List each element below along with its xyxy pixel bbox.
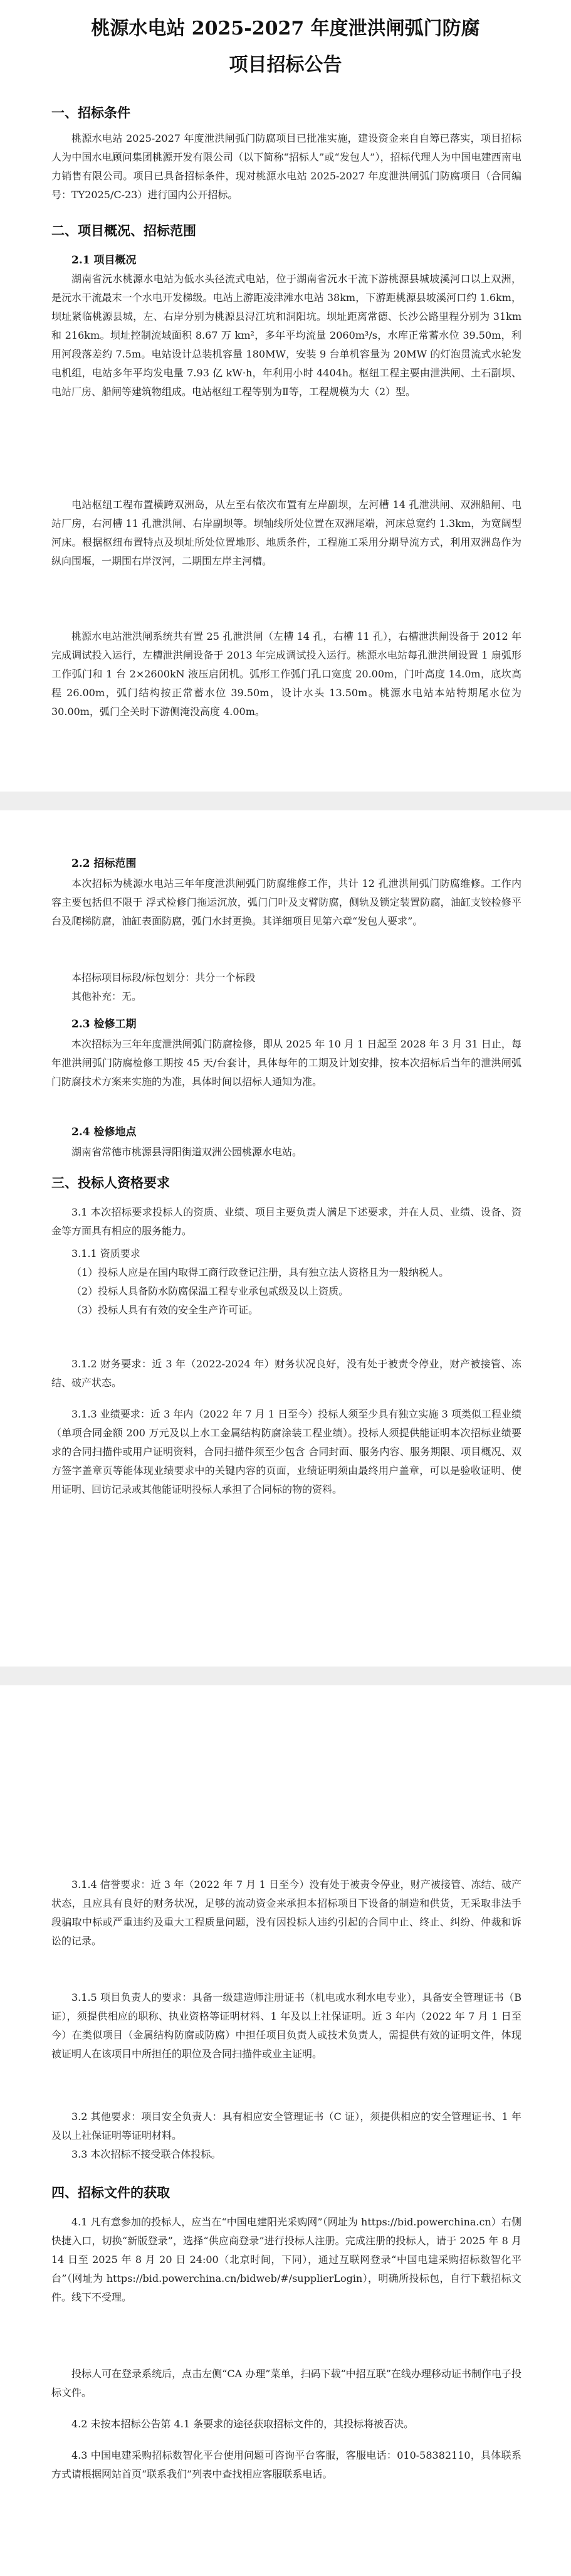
section-heading: 三、投标人资格要求 [51, 1175, 170, 1190]
paragraph: 桃源水电站泄洪闸系统共有置 25 孔泄洪闸（左槽 14 孔，右槽 11 孔），右槽泄洪闸设备于 2012 年完成调试投入运行，左槽泄洪闸设备于 2013 年完成调试投入运行。桃源水电站每孔泄洪闸设置 1 扇弧形工作弧门和 1 台 2×2600kN 液压启闭机。弧形工作弧门孔口宽度 20.00m，门叶高度 14.0m，底坎高程 26.00m，弧门结构按正常蓄水位 39.50m，设计水头 13.50m。桃源水电站本站特期尾水位为 30.00m，弧门全关时下游侧淹没高度 4.00m。 [51, 630, 521, 718]
section-heading: 二、项目概况、招标范围 [51, 223, 196, 238]
paragraph: 桃源水电站 2025-2027 年度泄洪闸弧门防腐项目已批准实施，建设资金来自自筹已落实，项目招标人为中国水电顾问集团桃源开发有限公司（以下简称“招标人”或“发包人”），招标代理人为中国电建西南电力销售有限公司。项目已具备招标条件，现对桃源水电站 2025-2027 年度泄洪闸弧门防腐项目（合同编号：TY2025/C-23）进行国内公开招标。 [51, 132, 521, 201]
paragraph: 本次招标为桃源水电站三年年度泄洪闸弧门防腐维修工作，共计 12 孔泄洪闸弧门防腐维修。工作内容主要包括但不限于 浮式检修门拖运沉放，弧门门叶及支臂防腐，侧轨及锁定装置防腐，油缸支铰检修平台及爬梯防腐，油缸表面防腐，弧门水封更换。其详细项目见第六章“发包人要求”。 [51, 877, 521, 927]
paragraph: 电站枢纽工程布置横跨双洲岛，从左至右依次布置有左岸副坝，左河槽 14 孔泄洪闸、双洲船闸、电站厂房，右河槽 11 孔泄洪闸、右岸副坝等。坝轴线所处位置在双洲尾端，河床总宽约 1.3km，为宽阔型河床。根据枢纽布置特点及坝址所处位置地形、地质条件，工程施工采用分期导流方式，利用双洲岛作为纵向围堰，一期围右岸汊河，二期围左岸主河槽。 [51, 499, 521, 567]
paragraph: 3.1 本次招标要求投标人的资质、业绩、项目主要负责人满足下述要求，并在人员、业绩、设备、资金等方面具有相应的服务能力。 [51, 1206, 521, 1237]
paragraph: 3.1.3 业绩要求：近 3 年内（2022 年 7 月 1 日至今）投标人须至少具有独立实施 3 项类似工程业绩（单项合同金额 200 万元及以上水工金属结构防腐涂装工程业绩）。投标人须提供能证明本次招标业绩要求的合同扫描件或用户证明资料，合同扫描件须至少包含 合同封面、服务内容、服务期限、项目概况、双方签字盖章页等能体现业绩要求中的关键内容的页面，业绩证明须由最终用户盖章，可以是验收证明、使用证明、回访记录或其他能证明投标人承担了合同标的物的资料。 [51, 1408, 521, 1495]
paragraph: 本招标项目标段/标包划分：共分一个标段 [71, 972, 256, 983]
paragraph: 4.3 中国电建采购招标数智化平台使用问题可咨询平台客服，客服电话：010-58382110，具体联系方式请根据网站首页“联系我们”列表中查找相应客服联系电话。 [51, 2449, 521, 2480]
paragraph: （2）投标人具备防水防腐保温工程专业承包贰级及以上资质。 [71, 1285, 349, 1297]
paragraph: 湖南省沅水桃源水电站为低水头径流式电站，位于湖南省沅水干流下游桃源县城坡溪河口以上双洲，是沅水干流最末一个水电开发梯级。电站上游距凌津滩水电站 38km，下游距桃源县坡溪河口约 1.6km，坝址紧临桃源县城，左、右岸分别为桃源县浔江坑和洞阳坑。坝址距离常德、长沙公路里程分别为 31km 和 216km。坝址控制流域面积 8.67 万 km²，多年平均流量 2060m³/s，水库正常蓄水位 39.50m，利用河段落差约 7.5m。电站设计总装机容量 180MW，安装 9 台单机容量为 20MW 的灯泡贯流式水轮发电机组，电站多年平均发电量 7.93 亿 kW·h，年利用小时 4404h。枢纽工程主要由泄洪闸、土石副坝、电站厂房、船闸等建筑物组成。电站枢纽工程等别为Ⅱ等，工程规模为大（2）型。 [51, 273, 521, 398]
subsection-heading: 2.2 招标范围 [71, 857, 137, 870]
subsection-heading: 2.4 检修地点 [71, 1126, 137, 1138]
section-heading: 四、招标文件的获取 [51, 2185, 170, 2200]
paragraph: 其他补充：无。 [71, 990, 142, 1002]
page-gap [0, 792, 571, 810]
paragraph: 3.1.4 信誉要求：近 3 年（2022 年 7 月 1 日至今）没有处于被责令停业，财产被接管、冻结、破产状态，且应具有良好的财务状况，足够的流动资金来承担本招标项目下设备的制造和供货，无采取非法手段骗取中标或严重违约及重大工程质量问题，没有因投标人违约引起的合同中止、终止、纠纷、仲裁和诉讼的记录。 [51, 1879, 521, 1947]
document-title-line-2: 项目招标公告 [229, 54, 342, 76]
page-gap [0, 1667, 571, 1685]
subsection-heading: 2.3 检修工期 [71, 1018, 137, 1031]
paragraph: 3.1.5 项目负责人的要求：具备一级建造师注册证书（机电或水利水电专业），具备安全管理证书（B 证），须提供相应的职称、执业资格等证明材料、1 年及以上社保证明。近 3 年内（2022 年 7 月 1 日至今）在类似项目（金属结构防腐或防腐）中担任项目负责人或技术负责人，需提供有效的证明文件，体现被证明人在该项目中所担任的职位及合同扫描件或业主证明。 [51, 1991, 521, 2060]
paragraph: 3.1.1 资质要求 [71, 1248, 140, 1259]
subsection-heading: 2.1 项目概况 [71, 254, 137, 267]
paragraph: 湖南省常德市桃源县浔阳街道双洲公园桃源水电站。 [71, 1146, 303, 1158]
paragraph: 投标人可在登录系统后，点击左侧“CA 办理”菜单，扫码下载“中招互联”在线办理移动证书制作电子投标文件。 [51, 2368, 521, 2398]
paragraph: 本次招标为三年年度泄洪闸弧门防腐检修，即从 2025 年 10 月 1 日起至 2028 年 3 月 31 日止，每年泄洪闸弧门防腐检修工期按 45 天/台套计，具体每年的工期及计划安排，按本次招标后当年的泄洪闸弧门防腐技术方案来实施的为准，具体时间以招标人通知为准。 [51, 1038, 521, 1088]
paragraph: 3.1.2 财务要求：近 3 年（2022-2024 年）财务状况良好，没有处于被责令停业，财产被接管、冻结、破产状态。 [51, 1358, 521, 1389]
section-heading: 一、招标条件 [51, 105, 130, 120]
paragraph: 3.3 本次招标不接受联合体投标。 [71, 2148, 221, 2160]
paragraph: 4.2 未按本招标公告第 4.1 条要求的途径获取招标文件的，其投标将被否决。 [71, 2418, 414, 2430]
paragraph: （3）投标人具有有效的安全生产许可证。 [71, 1304, 259, 1316]
paragraph: 4.1 凡有意参加的投标人，应当在“中国电建阳光采购网”（网址为 https://bid.powerchina.cn）右侧快捷入口，切换“新版登录”，选择“供应商登录”进行投标人注册。完成注册的投标人，请于 2025 年 8 月 14 日至 2025 年 8 月 20 日 24:00（北京时间，下同），通过互联网登录“中国电建采购招标数智化平台”（网址为 https://bid.powerchina.cn/bidweb/#/supplierLogin），明确所投标包，自行下载招标文件。线下不受理。 [51, 2216, 521, 2303]
paragraph: 3.2 其他要求：项目安全负责人：具有相应安全管理证书（C 证），须提供相应的安全管理证书、1 年及以上社保证明等证明材料。 [51, 2111, 521, 2141]
document-title-line-1: 桃源水电站 2025-2027 年度泄洪闸弧门防腐 [91, 18, 480, 40]
paragraph: （1）投标人应是在国内取得工商行政登记注册，具有独立法人资格且为一般纳税人。 [71, 1266, 449, 1278]
